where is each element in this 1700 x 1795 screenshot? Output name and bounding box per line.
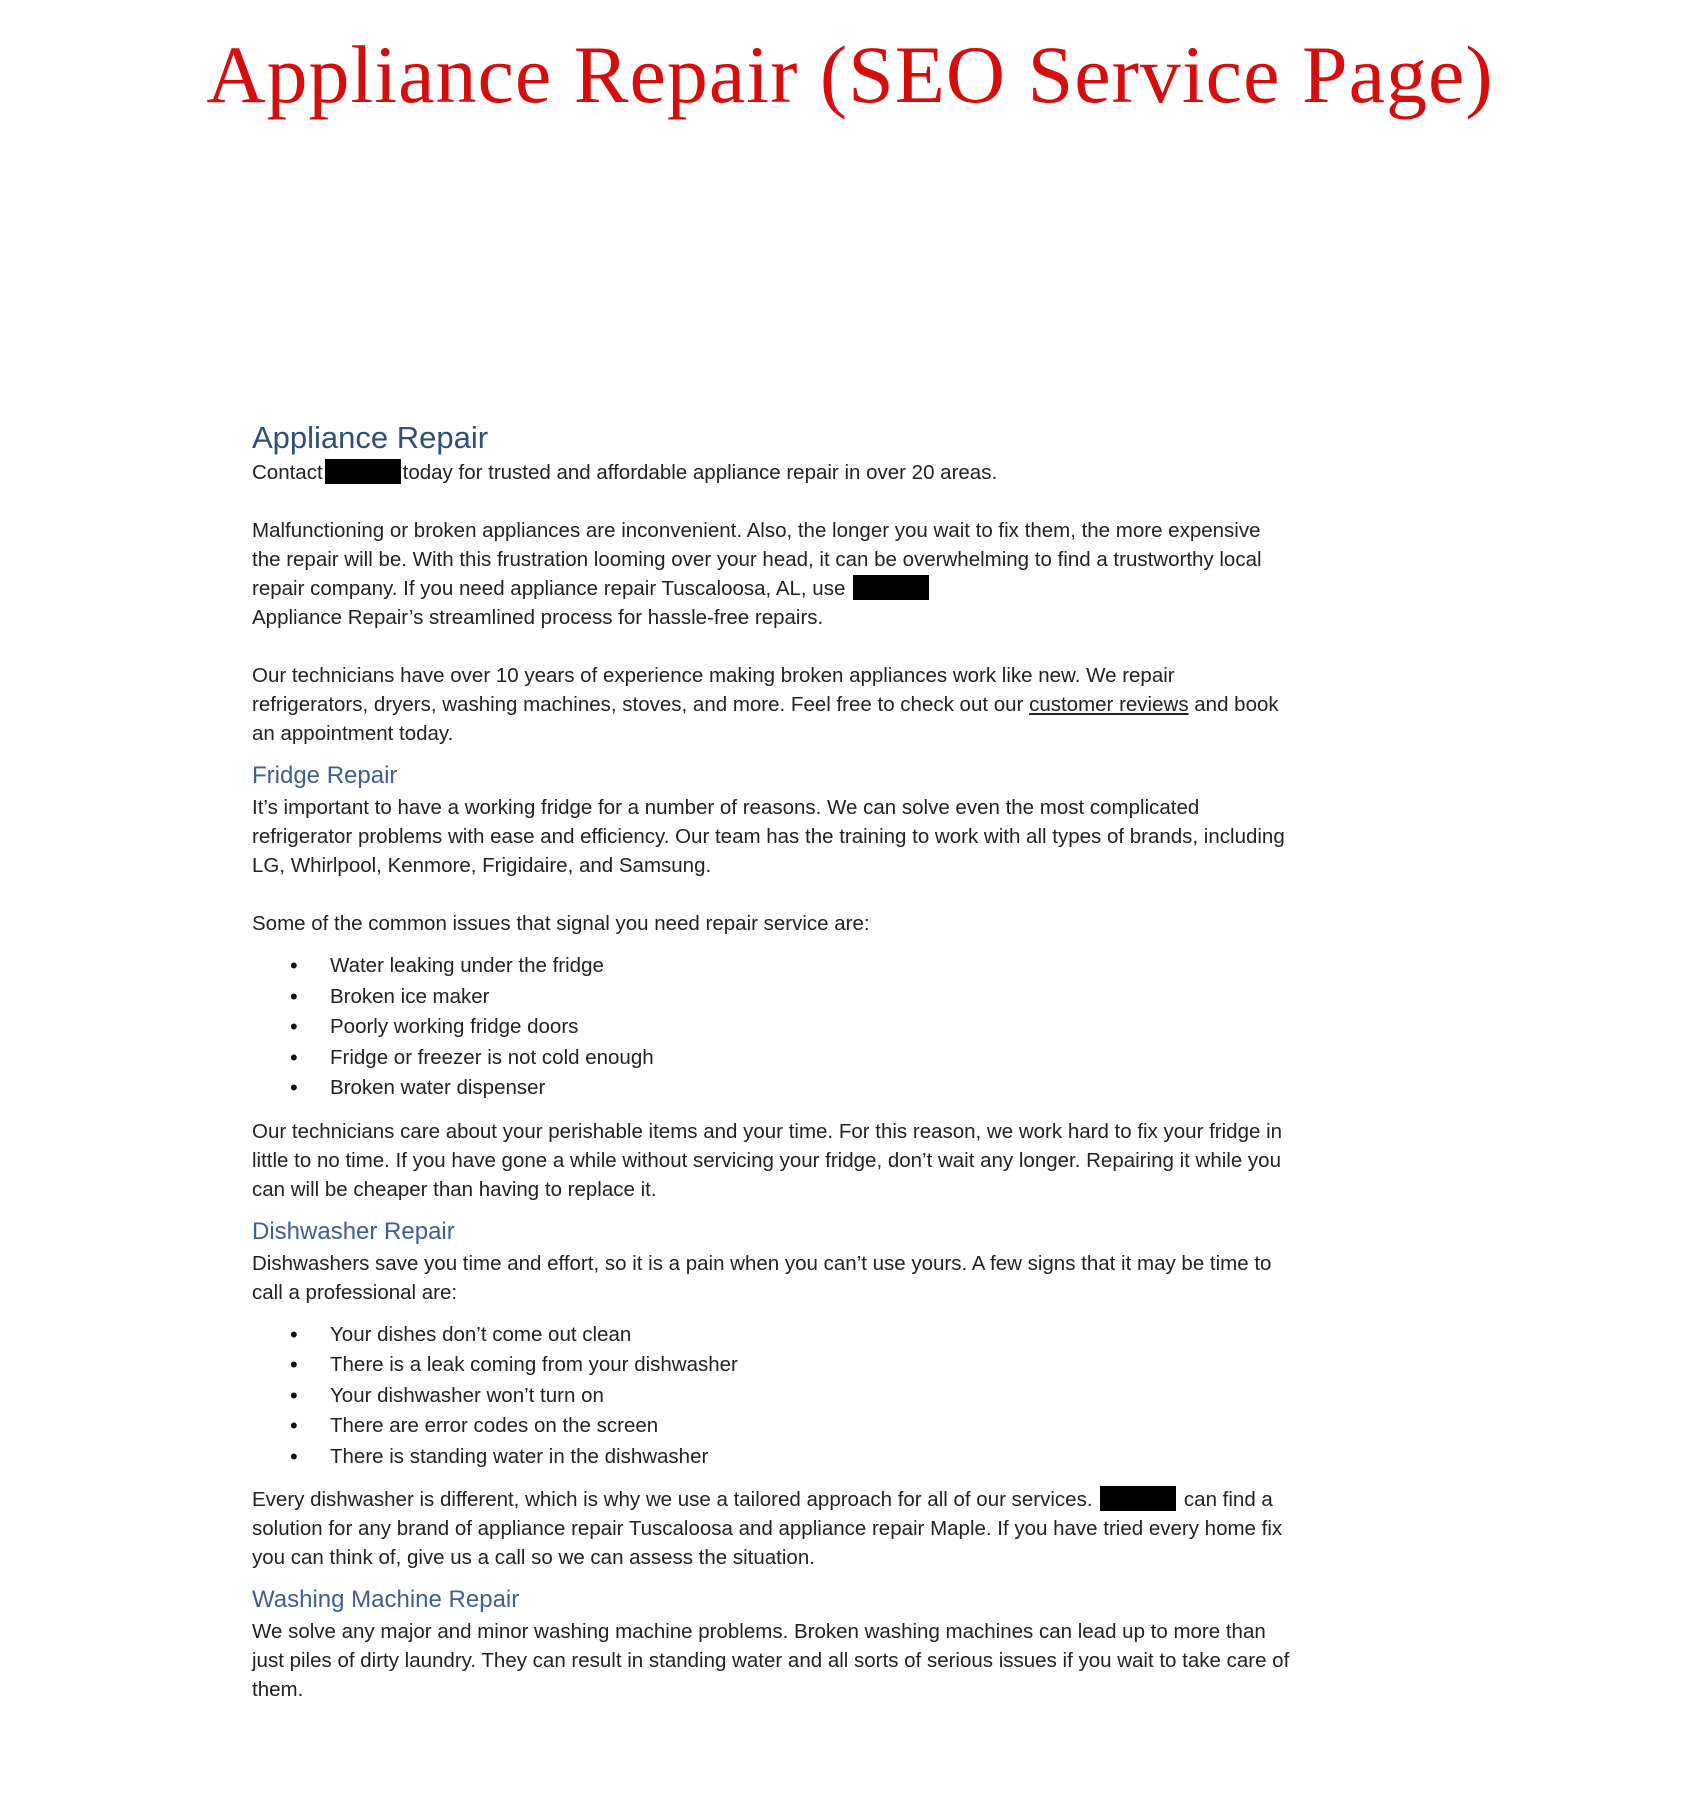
washer-paragraph-1: We solve any major and minor washing machine problems. Broken washing machines can lead up to more than just piles of dirty laundry. They can result in standing water and all sorts of serious issues if you wait to take care of them. xyxy=(252,1620,1290,1701)
dishwasher-paragraph-2-start: Every dishwasher is different, which is why we use a tailored approach for all of our services. xyxy=(252,1488,1093,1511)
paragraph-2-start: Our technicians have over 10 years of experience making broken appliances work like new. We repair refrigerators, dryers, washing machines, stoves, and more. Feel free to check out our xyxy=(252,664,1175,716)
fridge-paragraph-1: It’s important to have a working fridge for a number of reasons. We can solve even the most complicated refrigerator problems with ease and efficiency. Our team has the training to work with all types of brands, including LG, Whirlpool, Kenmore, Frigidaire, and Samsung. xyxy=(252,796,1285,877)
intro-paragraph xyxy=(252,458,1292,487)
list-item: • Water leaking under the fridge xyxy=(252,951,1292,982)
dishwasher-paragraph-2-end: can find a solution for any brand of appliance repair Tuscaloosa and appliance repair Maple. If you have tried every home fix you can think of, give us a call so we can assess the situation. xyxy=(252,1488,1283,1569)
list-item: • There is standing water in the dishwasher xyxy=(252,1442,1292,1473)
intro-text-start: Contact xyxy=(252,461,323,484)
doc-heading: Appliance Repair xyxy=(252,420,489,455)
paragraph-2-end: and book an appointment today. xyxy=(252,693,1279,745)
list-item: • There are error codes on the screen xyxy=(252,1411,1292,1442)
paragraph-1-end: Appliance Repair’s streamlined process for hassle-free repairs. xyxy=(252,606,824,629)
washing-machine-repair-heading: Washing Machine Repair xyxy=(252,1586,520,1613)
paragraph-1-start: Malfunctioning or broken appliances are inconvenient. Also, the longer you wait to fix them, the more expensive the repair will be. With this frustration looming over your head, it can be overwhelming to find a trustworthy local repair company. If you need appliance repair Tuscaloosa, AL, use xyxy=(252,519,1262,600)
redaction-block xyxy=(1100,1486,1176,1511)
paragraph-2 xyxy=(252,661,1292,748)
fridge-paragraph-2: Some of the common issues that signal you need repair service are: xyxy=(252,912,870,935)
redaction-block xyxy=(853,575,929,600)
dishwasher-issues-list xyxy=(252,1320,1292,1473)
fridge-paragraph-3: Our technicians care about your perishable items and your time. For this reason, we work hard to fix your fridge in little to no time. If you have gone a while without servicing your fridge, don’t wait any longer. Repairing it while you can will be cheaper than having to replace it. xyxy=(252,1119,1283,1201)
list-item: • Poorly working fridge doors xyxy=(252,1012,1292,1043)
list-item: • Broken ice maker xyxy=(252,982,1292,1013)
page-title: Appliance Repair (SEO Service Page) xyxy=(206,29,1494,120)
fridge-repair-heading: Fridge Repair xyxy=(252,762,398,789)
fridge-issues-list xyxy=(252,951,1292,1104)
list-item: • Broken water dispenser xyxy=(252,1073,1292,1104)
list-item: • There is a leak coming from your dishwasher xyxy=(252,1350,1292,1381)
dishwasher-repair-heading: Dishwasher Repair xyxy=(252,1217,455,1245)
paragraph-1 xyxy=(252,516,1292,632)
customer-reviews-link[interactable]: customer reviews xyxy=(1029,693,1189,716)
list-item: • Your dishwasher won’t turn on xyxy=(252,1381,1292,1412)
intro-text-end: today for trusted and affordable appliance repair in over 20 areas. xyxy=(402,461,998,484)
list-item: • Your dishes don’t come out clean xyxy=(252,1320,1292,1351)
dishwasher-paragraph-1: Dishwashers save you time and effort, so it is a pain when you can’t use yours. A few signs that it may be time to call a professional are: xyxy=(252,1251,1272,1304)
redaction-block xyxy=(325,459,401,484)
list-item: • Fridge or freezer is not cold enough xyxy=(252,1043,1292,1074)
document-body xyxy=(252,418,1292,1704)
dishwasher-paragraph-2 xyxy=(252,1485,1292,1572)
